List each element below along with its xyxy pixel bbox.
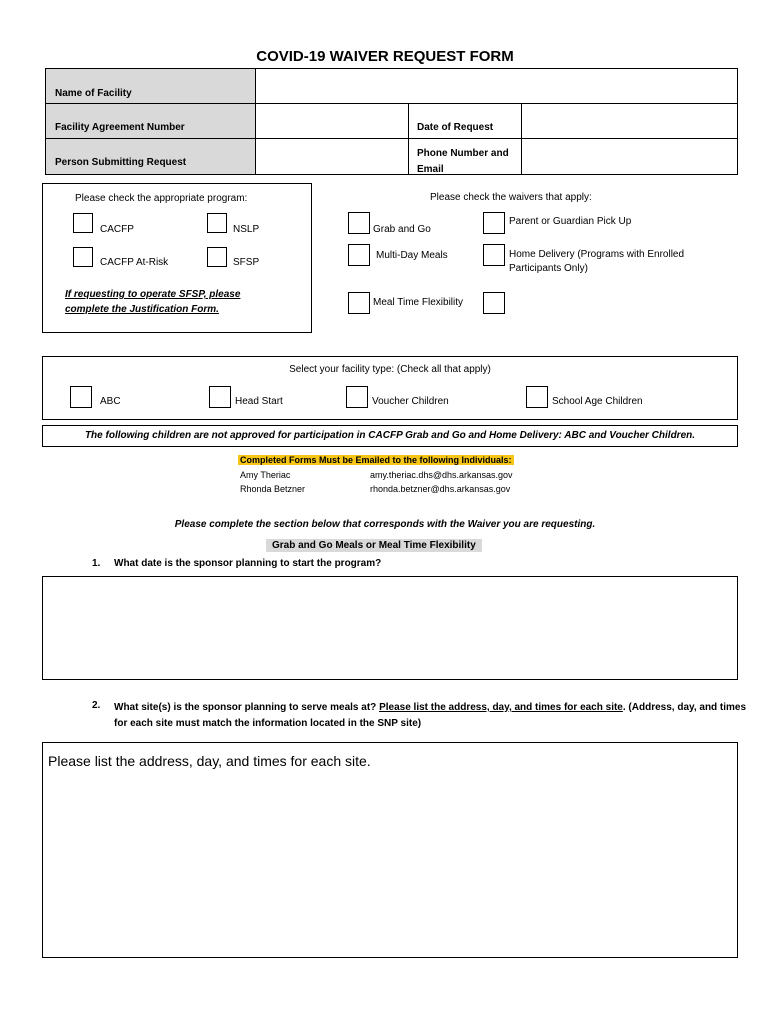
q1-text: What date is the sponsor planning to start the program? [114,558,382,569]
email-heading [238,455,514,465]
head-start-checkbox[interactable] [209,386,231,408]
program-heading: Please check the appropriate program: [75,193,248,204]
phone-email-field[interactable] [521,138,738,175]
program-box [42,183,312,333]
facility-name-label: Name of Facility [55,88,132,99]
multi-day-meals-label: Multi-Day Meals [376,250,448,261]
voucher-children-checkbox[interactable] [346,386,368,408]
date-of-request-field[interactable] [521,103,738,139]
notice-box [42,425,738,447]
q1-number: 1. [92,558,101,569]
sfsp-justification-note: If requesting to operate SFSP, please complete the Justification Form. [65,289,241,315]
agreement-number-field[interactable] [255,103,409,139]
school-age-children-checkbox[interactable] [526,386,548,408]
instruction-text: Please complete the section below that corresponds with the Waiver you are requesting. [174,519,596,530]
q2-text-underlined: Please list the address, day, and times for each site [379,702,623,713]
q1-answer-field[interactable] [42,576,738,680]
facility-type-heading: Select your facility type: (Check all that apply) [289,364,491,375]
facility-name-field[interactable] [255,68,738,104]
meal-time-flexibility-checkbox[interactable] [348,292,370,314]
parent-pickup-checkbox[interactable] [483,212,505,234]
parent-pickup-label: Parent or Guardian Pick Up [509,216,632,227]
cacfp-at-risk-label: CACFP At-Risk [100,257,169,268]
voucher-children-label: Voucher Children [372,396,449,407]
contact-name-2: Rhonda Betzner [240,484,306,494]
person-submitting-field[interactable] [255,138,409,175]
form-title: COVID-19 WAIVER REQUEST FORM [256,48,514,65]
cacfp-label: CACFP [100,224,134,235]
notice-text: The following children are not approved for participation in CACFP Grab and Go and Home Delivery: ABC and Voucher Children. [84,430,696,441]
q2-text-b: . (Address, day, and times for each site must match the information located in the SNP site) [114,702,747,729]
school-age-children-label: School Age Children [552,396,643,407]
contact-email-2[interactable]: rhonda.betzner@dhs.arkansas.gov [370,484,511,494]
abc-label: ABC [100,396,121,407]
grab-and-go-checkbox[interactable] [348,212,370,234]
head-start-label: Head Start [235,396,283,407]
q2-text [114,700,754,732]
q2-number: 2. [92,700,101,711]
nslp-label: NSLP [233,224,260,235]
cacfp-at-risk-checkbox[interactable] [73,247,93,267]
person-submitting-label-cell [45,138,256,175]
person-submitting-label: Person Submitting Request [55,157,187,168]
phone-email-label-cell [408,138,522,175]
section-title [266,540,482,551]
agreement-number-label-cell [45,103,256,139]
section-title-text: Grab and Go Meals or Meal Time Flexibility [266,539,482,552]
q2-text-a: What site(s) is the sponsor planning to serve meals at? [114,702,380,713]
facility-name-label-cell [45,68,256,104]
multi-day-meals-checkbox[interactable] [348,244,370,266]
cacfp-checkbox[interactable] [73,213,93,233]
grab-and-go-label: Grab and Go [373,224,431,235]
email-heading-text: Completed Forms Must be Emailed to the following Individuals: [240,455,512,465]
date-of-request-label-cell [408,103,522,139]
abc-checkbox[interactable] [70,386,92,408]
agreement-number-label: Facility Agreement Number [55,122,185,133]
date-of-request-label: Date of Request [417,122,494,133]
home-delivery-label: Home Delivery (Programs with Enrolled Participants Only) [509,249,685,274]
nslp-checkbox[interactable] [207,213,227,233]
facility-type-box [42,356,738,420]
q2-answer-field[interactable] [42,742,738,958]
phone-email-label: Phone Number and Email [417,148,509,175]
contact-name-1: Amy Theriac [240,470,291,480]
meal-time-flexibility-label: Meal Time Flexibility [373,297,464,308]
waiver-heading: Please check the waivers that apply: [430,192,592,203]
extra-checkbox[interactable] [483,292,505,314]
q2-answer-text: Please list the address, day, and times for each site. [48,753,371,769]
sfsp-checkbox[interactable] [207,247,227,267]
contact-email-1[interactable]: amy.theriac.dhs@dhs.arkansas.gov [370,470,513,480]
sfsp-label: SFSP [233,257,260,268]
home-delivery-checkbox[interactable] [483,244,505,266]
